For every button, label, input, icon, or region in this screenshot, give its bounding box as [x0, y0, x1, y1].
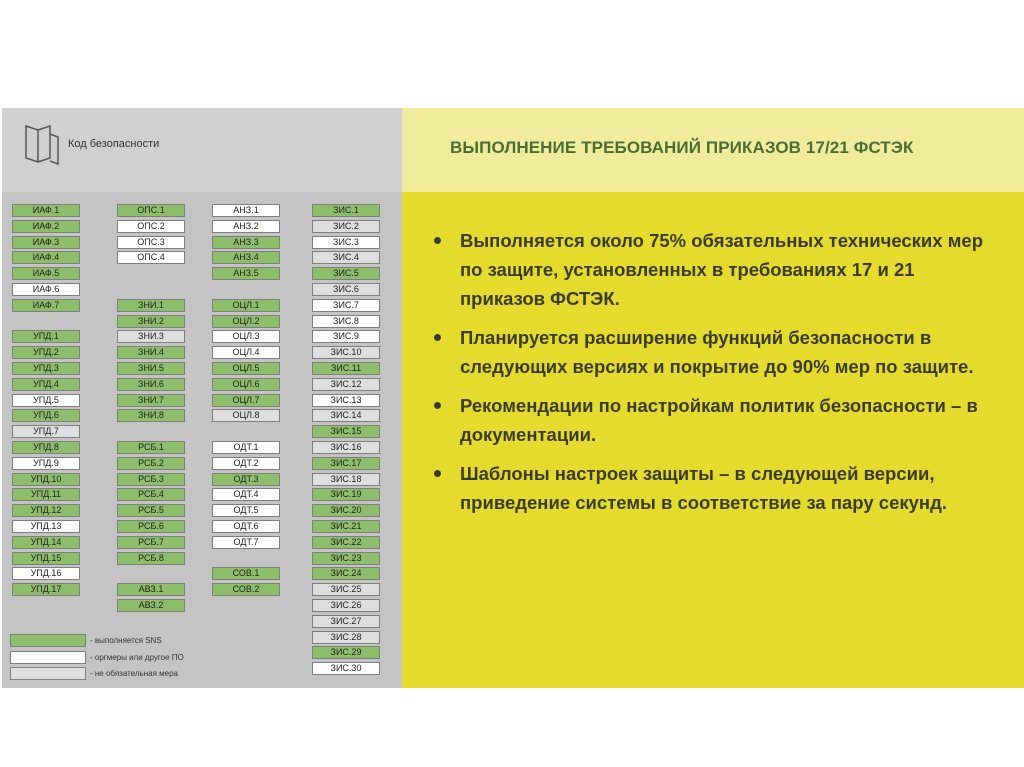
requirement-cell: ИАФ.1 [12, 204, 80, 217]
title-bar [402, 108, 1024, 192]
requirement-cell: СОВ.2 [212, 583, 280, 596]
requirement-cell: ИАФ.5 [12, 267, 80, 280]
requirement-cell: УПД.8 [12, 441, 80, 454]
requirement-cell: ЗИС.25 [312, 583, 380, 596]
requirement-cell: АНЗ.2 [212, 220, 280, 233]
requirement-cell: ЗИС.12 [312, 378, 380, 391]
requirement-cell: ОЦЛ.6 [212, 378, 280, 391]
requirement-cell: УПД.13 [12, 520, 80, 533]
requirement-cell: ОПС.3 [117, 236, 185, 249]
requirement-cell: ЗНИ.4 [117, 346, 185, 359]
requirement-cell: АНЗ.1 [212, 204, 280, 217]
requirement-cell: РСБ.3 [117, 473, 185, 486]
requirement-cell: ЗНИ.1 [117, 299, 185, 312]
requirement-cell: ОПС.1 [117, 204, 185, 217]
requirement-cell: ОЦЛ.3 [212, 330, 280, 343]
requirement-cell: УПД.1 [12, 330, 80, 343]
logo-text: Код безопасности [68, 138, 160, 150]
bullet-text: Выполняется около 75% обязательных технических мер по защите, установленных в требованиях 17 и 21 приказов ФСТЭК. [460, 230, 983, 309]
requirement-cell: УПД.3 [12, 362, 80, 375]
requirement-cell: ЗИС.6 [312, 283, 380, 296]
requirement-cell: ОДТ.1 [212, 441, 280, 454]
requirement-cell: ЗИС.30 [312, 662, 380, 675]
requirement-cell: УПД.5 [12, 394, 80, 407]
bullet-text: Планируется расширение функций безопасности в следующих версиях и покрытие до 90% мер по защите. [460, 327, 974, 377]
legend-label: - оргмеры или другое ПО [90, 653, 184, 662]
requirement-cell: ЗИС.22 [312, 536, 380, 549]
bullet-list [430, 226, 990, 527]
logo-icon [22, 122, 62, 168]
requirement-cell: ОЦЛ.4 [212, 346, 280, 359]
requirement-cell: ИАФ.6 [12, 283, 80, 296]
bullet-item [430, 459, 990, 517]
bullet-dot-icon [434, 334, 441, 341]
requirement-cell: ОДТ.7 [212, 536, 280, 549]
requirement-cell: УПД.9 [12, 457, 80, 470]
requirement-cell: ЗИС.20 [312, 504, 380, 517]
requirement-cell: ЗНИ.6 [117, 378, 185, 391]
requirement-cell: ИАФ.2 [12, 220, 80, 233]
requirement-cell: АНЗ.4 [212, 251, 280, 264]
requirement-cell: ОДТ.4 [212, 488, 280, 501]
requirement-cell: ЗИС.21 [312, 520, 380, 533]
requirement-cell: ЗНИ.8 [117, 409, 185, 422]
requirement-cell: СОВ.1 [212, 567, 280, 580]
requirement-cell: ОЦЛ.1 [212, 299, 280, 312]
requirement-cell: ОДТ.3 [212, 473, 280, 486]
requirement-cell: ИАФ.4 [12, 251, 80, 264]
requirement-cell: УПД.16 [12, 567, 80, 580]
requirement-cell: ЗИС.17 [312, 457, 380, 470]
requirement-cell: РСБ.6 [117, 520, 185, 533]
requirement-cell: ЗИС.26 [312, 599, 380, 612]
requirement-cell: АВЗ.2 [117, 599, 185, 612]
requirement-cell: ЗНИ.3 [117, 330, 185, 343]
requirement-cell: УПД.2 [12, 346, 80, 359]
requirement-cell: УПД.7 [12, 425, 80, 438]
requirement-cell: ОПС.4 [117, 251, 185, 264]
requirement-cell: РСБ.8 [117, 552, 185, 565]
requirement-cell: ЗИС.29 [312, 646, 380, 659]
legend-swatch [10, 651, 86, 664]
requirement-cell: РСБ.5 [117, 504, 185, 517]
requirement-cell: РСБ.4 [117, 488, 185, 501]
legend-label: - не обязательная мера [90, 669, 178, 678]
requirement-cell: УПД.14 [12, 536, 80, 549]
legend-swatch [10, 667, 86, 680]
requirement-cell: ЗИС.2 [312, 220, 380, 233]
requirement-cell: ЗИС.9 [312, 330, 380, 343]
requirement-cell: ОЦЛ.7 [212, 394, 280, 407]
requirement-cell: УПД.12 [12, 504, 80, 517]
requirement-cell: ОДТ.2 [212, 457, 280, 470]
content-area [402, 192, 1024, 688]
legend-label: - выполняется SNS [90, 636, 162, 645]
bullet-item [430, 391, 990, 449]
requirement-cell: ЗИС.24 [312, 567, 380, 580]
requirement-cell: УПД.4 [12, 378, 80, 391]
requirement-cell: ЗИС.16 [312, 441, 380, 454]
bullet-text: Шаблоны настроек защиты – в следующей версии, приведение системы в соответствие за пару секунд. [460, 463, 947, 513]
requirement-cell: УПД.11 [12, 488, 80, 501]
requirement-cell: ОЦЛ.2 [212, 315, 280, 328]
requirement-cell: ОДТ.6 [212, 520, 280, 533]
requirement-cell: УПД.6 [12, 409, 80, 422]
requirement-cell: ЗНИ.2 [117, 315, 185, 328]
requirement-cell: ЗИС.27 [312, 615, 380, 628]
requirement-cell: ЗИС.11 [312, 362, 380, 375]
requirement-cell: АВЗ.1 [117, 583, 185, 596]
requirement-cell: ЗИС.28 [312, 631, 380, 644]
bullet-dot-icon [434, 402, 441, 409]
requirement-cell: ЗИС.13 [312, 394, 380, 407]
requirement-cell: УПД.15 [12, 552, 80, 565]
requirement-cell: ЗИС.15 [312, 425, 380, 438]
requirement-cell: ЗНИ.7 [117, 394, 185, 407]
requirement-cell: РСБ.7 [117, 536, 185, 549]
requirement-cell: ЗИС.1 [312, 204, 380, 217]
requirement-cell: ЗИС.14 [312, 409, 380, 422]
bullet-dot-icon [434, 470, 441, 477]
requirement-cell: РСБ.2 [117, 457, 185, 470]
requirement-cell: РСБ.1 [117, 441, 185, 454]
requirement-cell: ЗИС.3 [312, 236, 380, 249]
requirement-cell: ИАФ.3 [12, 236, 80, 249]
requirement-cell: ЗИС.7 [312, 299, 380, 312]
legend-swatch [10, 634, 86, 647]
requirement-cell: ОЦЛ.5 [212, 362, 280, 375]
bullet-item [430, 226, 990, 313]
requirements-panel [2, 108, 402, 688]
bullet-text: Рекомендации по настройкам политик безопасности – в документации. [460, 395, 978, 445]
requirement-cell: АНЗ.3 [212, 236, 280, 249]
requirement-cell: ЗИС.18 [312, 473, 380, 486]
requirement-cell: АНЗ.5 [212, 267, 280, 280]
requirement-cell: ОДТ.5 [212, 504, 280, 517]
requirement-cell: ОЦЛ.8 [212, 409, 280, 422]
logo-header [2, 108, 402, 192]
bullet-dot-icon [434, 237, 441, 244]
requirement-cell: ЗИС.5 [312, 267, 380, 280]
requirement-cell: ЗНИ.5 [117, 362, 185, 375]
requirement-cell: ОПС.2 [117, 220, 185, 233]
requirement-cell: ЗИС.23 [312, 552, 380, 565]
requirement-cell: УПД.10 [12, 473, 80, 486]
requirement-cell: ЗИС.19 [312, 488, 380, 501]
requirement-cell: ИАФ.7 [12, 299, 80, 312]
bullet-item [430, 323, 990, 381]
slide [2, 108, 1024, 688]
requirement-cell: ЗИС.8 [312, 315, 380, 328]
requirement-cell: ЗИС.10 [312, 346, 380, 359]
slide-title: ВЫПОЛНЕНИЕ ТРЕБОВАНИЙ ПРИКАЗОВ 17/21 ФСТЭК [450, 138, 914, 157]
requirement-cell: УПД.17 [12, 583, 80, 596]
requirement-cell: ЗИС.4 [312, 251, 380, 264]
